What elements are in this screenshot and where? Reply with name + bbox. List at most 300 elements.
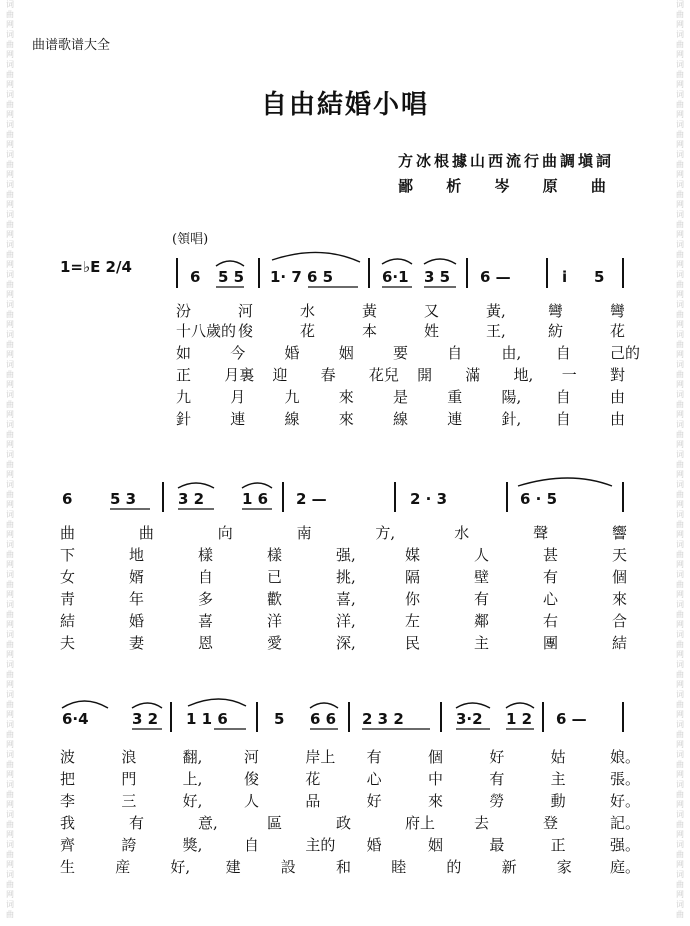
slur — [178, 483, 214, 488]
lyric-word: 滿 — [465, 366, 481, 384]
lyric-word: 九 — [176, 388, 192, 406]
lyric-word: 來 — [338, 410, 354, 428]
slur — [132, 703, 162, 708]
lyric-word: 要 — [393, 344, 409, 362]
watermark-char: 网 — [6, 50, 14, 59]
lyric-word: 針, — [501, 410, 522, 428]
watermark-char: 曲 — [676, 370, 684, 379]
lyric-word: 婿 — [129, 568, 145, 586]
lyric-word: 愛 — [267, 634, 283, 652]
watermark-char: 词 — [6, 60, 14, 69]
watermark-char: 曲 — [6, 250, 14, 259]
lyric-word: 響 — [612, 524, 628, 542]
watermark-char: 词 — [6, 240, 14, 249]
watermark-char: 网 — [6, 500, 14, 509]
watermark-char: 曲 — [6, 820, 14, 829]
watermark-char: 网 — [6, 650, 14, 659]
watermark-char: 网 — [676, 440, 684, 449]
lyric-word: 十八歲的 — [176, 322, 237, 340]
lyric-word: 洋 — [267, 612, 283, 630]
watermark-char: 网 — [676, 260, 684, 269]
lyric-word: 設 — [280, 858, 296, 876]
watermark-char: 曲 — [676, 700, 684, 709]
watermark-char: 网 — [676, 380, 684, 389]
watermark-char: 网 — [6, 260, 14, 269]
slur — [382, 259, 412, 264]
watermark-char: 网 — [6, 830, 14, 839]
watermark-char: 词 — [6, 390, 14, 399]
watermark-char: 曲 — [676, 250, 684, 259]
lyric-word: 隔 — [405, 568, 421, 586]
lyric-word: 生 — [60, 858, 76, 876]
watermark-char: 曲 — [676, 280, 684, 289]
lyric-word: 自 — [555, 344, 571, 362]
watermark-char: 曲 — [676, 160, 684, 169]
lyric-word: 新 — [501, 858, 517, 876]
lyric-word: 花 — [610, 322, 626, 340]
lyric-word: 婚 — [129, 612, 145, 630]
lyric-word: 勞 — [489, 792, 505, 810]
lyric-word: 恩 — [198, 634, 214, 652]
watermark-char: 网 — [676, 80, 684, 89]
lyric-word: 月 — [230, 388, 246, 406]
watermark-char: 网 — [676, 200, 684, 209]
lyric-word: 線 — [284, 410, 300, 428]
lyric-word: 水 — [454, 524, 470, 542]
lyric-word: 有 — [489, 770, 505, 788]
note-group: 6 — — [556, 710, 587, 728]
lyric-word: 個 — [612, 568, 628, 586]
watermark-char: 词 — [6, 600, 14, 609]
watermark-char: 网 — [676, 710, 684, 719]
lyric-word: 合 — [612, 612, 628, 630]
note-group: 2 — — [296, 490, 327, 508]
watermark-char: 曲 — [6, 220, 14, 229]
lyric-word: 自 — [447, 344, 463, 362]
watermark-char: 词 — [6, 0, 14, 9]
watermark-char: 曲 — [6, 700, 14, 709]
watermark-char: 曲 — [6, 670, 14, 679]
lyric-word: 針 — [176, 410, 192, 428]
watermark-char: 网 — [676, 110, 684, 119]
watermark-char: 曲 — [6, 370, 14, 379]
watermark-char: 曲 — [6, 40, 14, 49]
watermark-char: 词 — [676, 60, 684, 69]
lyric-word: 來 — [338, 388, 354, 406]
lyric-word: 强。 — [610, 836, 641, 854]
lyric-word: 門 — [121, 770, 137, 788]
watermark-char: 词 — [6, 900, 14, 909]
watermark-char: 网 — [676, 800, 684, 809]
watermark-char: 曲 — [6, 610, 14, 619]
lyric-word: 自 — [198, 568, 214, 586]
watermark-char: 词 — [676, 300, 684, 309]
note-group: 3 5 — [424, 268, 451, 286]
watermark-char: 词 — [6, 330, 14, 339]
watermark-char: 词 — [6, 840, 14, 849]
lyric-word: 月裏 — [224, 366, 255, 384]
lyric-word: 下 — [60, 546, 76, 564]
lyric-word: 汾 — [176, 302, 192, 320]
lyric-word: 陽, — [501, 388, 522, 406]
lyric-word: 又 — [424, 302, 440, 320]
watermark-char: 词 — [676, 720, 684, 729]
slur — [310, 703, 338, 708]
watermark-char: 曲 — [676, 100, 684, 109]
watermark-char: 网 — [6, 470, 14, 479]
note-group: 2 · 3 — [410, 490, 448, 508]
lyric-word: 樣 — [267, 546, 283, 564]
watermark-char: 词 — [676, 750, 684, 759]
watermark-char: 词 — [676, 180, 684, 189]
watermark-char: 曲 — [6, 490, 14, 499]
watermark-char: 词 — [676, 690, 684, 699]
lyric-word: 自 — [555, 388, 571, 406]
watermark-char: 曲 — [676, 880, 684, 889]
lyric-word: 今 — [230, 344, 246, 362]
lyric-word: 有 — [474, 590, 490, 608]
watermark-char: 词 — [676, 390, 684, 399]
lyric-word: 娘。 — [610, 748, 641, 766]
lyric-word: 和 — [336, 858, 352, 876]
lyric-word: 人 — [474, 546, 490, 564]
lyric-word: 結 — [612, 634, 628, 652]
watermark-char: 曲 — [676, 10, 684, 19]
lyric-word: 深, — [336, 634, 356, 652]
watermark-char: 词 — [676, 450, 684, 459]
lyric-word: 睦 — [391, 858, 407, 876]
lyric-word: 迎 — [272, 366, 288, 384]
lyric-word: 人 — [244, 792, 260, 810]
lyric-word: 連 — [447, 410, 463, 428]
lyric-word: 王, — [486, 322, 506, 340]
watermark-char: 词 — [6, 870, 14, 879]
lyric-word: 婚 — [366, 836, 382, 854]
lyric-word: 喜, — [336, 590, 356, 608]
note-group: 6 — [62, 490, 73, 508]
watermark-char: 词 — [6, 30, 14, 39]
lyric-word: 我 — [60, 814, 76, 832]
lyric-word: 鄰 — [474, 612, 490, 630]
lyric-word: 最 — [489, 836, 505, 854]
watermark-char: 词 — [676, 420, 684, 429]
note-group: 6 — [190, 268, 201, 286]
lyric-word: 水 — [300, 302, 316, 320]
watermark-char: 曲 — [676, 640, 684, 649]
watermark-char: 网 — [6, 740, 14, 749]
watermark-char: 词 — [6, 570, 14, 579]
watermark-char: 曲 — [676, 430, 684, 439]
watermark-char: 曲 — [6, 910, 14, 919]
lyric-word: 花 — [300, 322, 316, 340]
lyric-word: 有 — [543, 568, 559, 586]
watermark-char: 网 — [676, 350, 684, 359]
lyric-word: 樣 — [198, 546, 214, 564]
watermark-char: 网 — [676, 230, 684, 239]
watermark-char: 网 — [676, 890, 684, 899]
watermark-char: 曲 — [6, 790, 14, 799]
watermark-char: 词 — [676, 870, 684, 879]
lyric-word: 曲 — [60, 524, 76, 542]
lyric-word: 彎 — [610, 302, 626, 320]
watermark-char: 曲 — [6, 550, 14, 559]
note-group: 5 — [274, 710, 285, 728]
watermark-char: 词 — [6, 630, 14, 639]
lyric-word: 登 — [543, 814, 559, 832]
lyric-word: 挑, — [336, 568, 356, 586]
lyric-word: 主 — [474, 634, 490, 652]
watermark-char: 曲 — [676, 580, 684, 589]
watermark-char: 网 — [6, 290, 14, 299]
watermark-char: 曲 — [676, 820, 684, 829]
lyric-word: 姻 — [338, 344, 354, 362]
watermark-char: 曲 — [6, 640, 14, 649]
watermark-char: 词 — [6, 510, 14, 519]
watermark-char: 曲 — [6, 100, 14, 109]
note-group: 6·4 — [62, 710, 89, 728]
note-group: 1 1 6 — [186, 710, 228, 728]
lyric-word: 己的 — [610, 344, 641, 362]
lyric-word: 是 — [393, 388, 409, 406]
lyric-word: 你 — [405, 590, 421, 608]
watermark-char: 词 — [676, 810, 684, 819]
watermark-char: 词 — [676, 600, 684, 609]
lyric-word: 好 — [366, 792, 382, 810]
lyric-word: 由 — [610, 410, 626, 428]
lyric-word: 好, — [170, 858, 191, 876]
lyric-word: 地, — [513, 366, 534, 384]
lyric-word: 甚 — [543, 546, 559, 564]
watermark-char: 网 — [6, 800, 14, 809]
lyric-word: 本 — [362, 322, 378, 340]
key-signature: 1=♭E 2/4 — [60, 258, 132, 276]
watermark-char: 网 — [676, 740, 684, 749]
watermark-char: 词 — [676, 150, 684, 159]
lyric-word: 花 — [305, 770, 321, 788]
watermark-char: 网 — [676, 50, 684, 59]
watermark-char: 词 — [676, 840, 684, 849]
lyric-word: 媒 — [405, 546, 421, 564]
lyric-word: 俊 — [244, 770, 260, 788]
slur — [216, 261, 244, 266]
lyric-word: 重 — [447, 388, 463, 406]
watermark-char: 曲 — [6, 850, 14, 859]
note-group: 5 — [594, 268, 605, 286]
lyric-word: 曲 — [138, 524, 154, 542]
watermark-char: 网 — [676, 830, 684, 839]
lyric-word: 姑 — [550, 748, 566, 766]
watermark-char: 网 — [6, 200, 14, 209]
watermark-char: 网 — [676, 290, 684, 299]
watermark-char: 网 — [676, 590, 684, 599]
lyric-word: 花兒 — [368, 366, 399, 384]
lyric-word: 左 — [405, 612, 421, 630]
watermark-char: 曲 — [676, 190, 684, 199]
watermark-char: 网 — [6, 560, 14, 569]
watermark-char: 曲 — [6, 190, 14, 199]
watermark-char: 曲 — [676, 520, 684, 529]
lyric-word: 上, — [182, 770, 203, 788]
watermark-char: 词 — [676, 480, 684, 489]
lyric-word: 河 — [238, 302, 254, 320]
lyric-word: 波 — [60, 748, 76, 766]
note-group: 1 6 — [242, 490, 269, 508]
lyric-word: 聲 — [533, 524, 549, 542]
watermark-char: 词 — [6, 810, 14, 819]
watermark-char: 曲 — [676, 340, 684, 349]
watermark-char: 网 — [6, 680, 14, 689]
watermark-char: 网 — [6, 170, 14, 179]
watermark-char: 网 — [676, 170, 684, 179]
watermark-char: 曲 — [6, 760, 14, 769]
watermark-char: 曲 — [6, 280, 14, 289]
lyric-word: 由 — [610, 388, 626, 406]
lyric-word: 浪 — [121, 748, 137, 766]
lyric-word: 來 — [612, 590, 628, 608]
note-group: 6 6 — [310, 710, 337, 728]
lyric-word: 右 — [543, 612, 559, 630]
lyric-word: 品 — [305, 792, 321, 810]
watermark-char: 曲 — [6, 130, 14, 139]
lyric-word: 民 — [405, 634, 421, 652]
lyric-word: 獎, — [182, 836, 203, 854]
lyric-word: 多 — [198, 590, 214, 608]
watermark-char: 曲 — [676, 790, 684, 799]
watermark-char: 网 — [676, 650, 684, 659]
lyric-word: 結 — [60, 612, 76, 630]
lyric-word: 中 — [428, 770, 444, 788]
watermark-char: 网 — [6, 350, 14, 359]
lyric-word: 自 — [244, 836, 260, 854]
watermark-char: 曲 — [6, 580, 14, 589]
watermark-char: 网 — [676, 500, 684, 509]
watermark-char: 网 — [6, 890, 14, 899]
watermark-char: 网 — [676, 530, 684, 539]
note-group: i — [562, 268, 568, 286]
note-group: 6·1 — [382, 268, 409, 286]
lyric-word: 好 — [489, 748, 505, 766]
lyric-word: 翻, — [182, 748, 203, 766]
watermark-char: 曲 — [676, 310, 684, 319]
lyric-word: 主的 — [305, 836, 336, 854]
watermark-char: 词 — [676, 780, 684, 789]
watermark-char: 网 — [6, 620, 14, 629]
watermark-char: 词 — [6, 180, 14, 189]
watermark-char: 曲 — [676, 850, 684, 859]
watermark-char: 网 — [6, 530, 14, 539]
lyric-word: 洋, — [336, 612, 356, 630]
watermark-char: 词 — [676, 660, 684, 669]
site-label: 曲谱歌谱大全 — [32, 38, 111, 53]
watermark-char: 网 — [6, 440, 14, 449]
watermark-char: 网 — [676, 320, 684, 329]
lyric-word: 已 — [267, 568, 283, 586]
watermark-char: 词 — [676, 510, 684, 519]
lyric-word: 天 — [612, 546, 628, 564]
lyric-word: 府上 — [405, 814, 436, 832]
slur — [456, 703, 490, 708]
watermark-char: 曲 — [6, 460, 14, 469]
lyric-word: 姻 — [428, 836, 444, 854]
watermark-char: 曲 — [6, 310, 14, 319]
lyric-word: 庭。 — [610, 858, 641, 876]
lyric-word: 喜 — [198, 612, 214, 630]
lyric-word: 由, — [501, 344, 522, 362]
note-group: 2 3 2 — [362, 710, 404, 728]
watermark-char: 网 — [6, 860, 14, 869]
lyric-word: 開 — [417, 366, 433, 384]
watermark-char: 词 — [676, 540, 684, 549]
watermark-char: 曲 — [676, 670, 684, 679]
watermark-char: 词 — [676, 360, 684, 369]
watermark-char: 网 — [676, 140, 684, 149]
watermark-char: 网 — [6, 20, 14, 29]
watermark-char: 网 — [6, 110, 14, 119]
watermark-char: 曲 — [676, 550, 684, 559]
lyric-word: 個 — [428, 748, 444, 766]
watermark-char: 曲 — [676, 490, 684, 499]
watermark-char: 词 — [676, 330, 684, 339]
lyric-word: 歡 — [267, 590, 283, 608]
watermark-char: 词 — [676, 240, 684, 249]
lyric-word: 自 — [555, 410, 571, 428]
watermark-char: 曲 — [676, 730, 684, 739]
lyric-word: 地 — [129, 546, 145, 564]
watermark-char: 词 — [6, 690, 14, 699]
watermark-char: 网 — [6, 770, 14, 779]
watermark-char: 词 — [6, 450, 14, 459]
lyric-word: 建 — [225, 858, 241, 876]
watermark-char: 网 — [6, 710, 14, 719]
lyric-word: 妻 — [129, 634, 145, 652]
note-group: 1· 7 6 5 — [270, 268, 334, 286]
watermark-char: 词 — [6, 480, 14, 489]
watermark-char: 曲 — [6, 730, 14, 739]
slur — [518, 478, 612, 486]
watermark-char: 网 — [6, 410, 14, 419]
note-group: 1 2 — [506, 710, 533, 728]
watermark-char: 词 — [6, 90, 14, 99]
watermark-char: 曲 — [6, 160, 14, 169]
lyric-word: 向 — [217, 524, 233, 542]
lyric-word: 岸上 — [305, 748, 336, 766]
lyric-word: 婚 — [284, 344, 300, 362]
note-group: 3 2 — [178, 490, 205, 508]
watermark-char: 曲 — [676, 40, 684, 49]
lyric-word: 年 — [129, 590, 145, 608]
lyric-word: 俊 — [238, 322, 254, 340]
watermark-char: 词 — [676, 570, 684, 579]
watermark-char: 词 — [6, 300, 14, 309]
lyric-word: 一 — [561, 366, 577, 384]
lyric-word: 女 — [60, 568, 76, 586]
lyric-word: 如 — [176, 344, 192, 362]
watermark-char: 曲 — [6, 10, 14, 19]
watermark-char: 词 — [6, 120, 14, 129]
lead-marking: (領唱) — [172, 232, 209, 247]
watermark-char: 词 — [6, 720, 14, 729]
lyric-word: 齊 — [60, 836, 76, 854]
watermark-char: 词 — [6, 210, 14, 219]
lyric-word: 强, — [336, 546, 356, 564]
note-group: 6 — — [480, 268, 511, 286]
watermark-char: 词 — [6, 540, 14, 549]
watermark-char: 曲 — [676, 220, 684, 229]
watermark-char: 网 — [676, 20, 684, 29]
watermark-char: 词 — [6, 420, 14, 429]
watermark-char: 曲 — [676, 130, 684, 139]
watermark-char: 曲 — [676, 610, 684, 619]
